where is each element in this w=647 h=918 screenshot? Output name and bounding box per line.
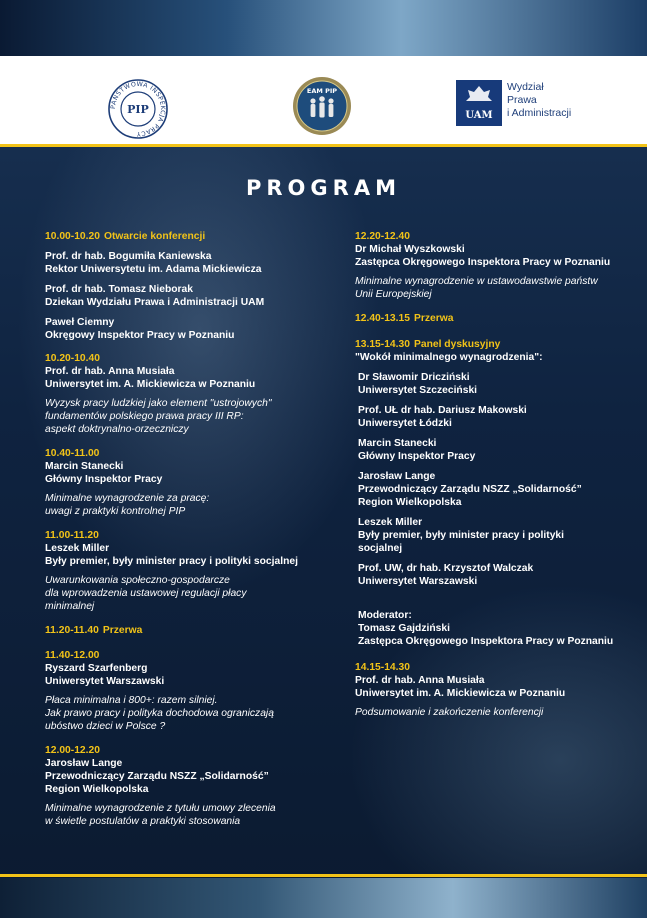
session-time: 13.15-14.30	[355, 339, 410, 350]
talk-title: Płaca minimalna i 800+: razem silniej.	[45, 695, 218, 706]
talk-title: Wyzysk pracy ludzkiej jako element "ustrojowych"	[45, 398, 272, 409]
panelist	[358, 371, 627, 397]
footer-divider	[0, 874, 647, 877]
speaker-name: Paweł Ciemny	[45, 317, 115, 328]
talk-title: Unii Europejskiej	[355, 289, 432, 300]
panel-session	[355, 338, 627, 364]
session-block	[45, 352, 315, 436]
session-block	[355, 661, 627, 719]
session-label: Przerwa	[102, 625, 143, 636]
session-time: 11.40-12.00	[45, 650, 100, 661]
speaker-block	[45, 316, 315, 342]
speaker-name: Marcin Stanecki	[45, 461, 124, 472]
badge-text: EAM PIP	[306, 87, 338, 95]
session-time: 12.20-12.40	[355, 231, 410, 242]
speaker-role: Były premier, były minister pracy i polityki socjalnej	[45, 556, 298, 567]
speaker-role: Były premier, były minister pracy i polityki	[358, 530, 565, 541]
speaker-role: Główny Inspektor Pracy	[358, 451, 476, 462]
session-label: Otwarcie konferencji	[103, 231, 206, 242]
talk-title: minimalnej	[45, 601, 95, 612]
panelist	[358, 516, 627, 555]
speaker-role: Uniwersytet Szczeciński	[358, 385, 478, 396]
talk-title: aspekt doktrynalno-orzeczniczy	[45, 424, 189, 435]
speaker-name: Jarosław Lange	[358, 471, 436, 482]
speaker-role: Uniwersytet Łódzki	[358, 418, 452, 429]
speaker-name: Prof. dr hab. Bogumiła Kaniewska	[45, 251, 212, 262]
talk-title: ubóstwo dzieci w Polsce ?	[45, 721, 166, 732]
speaker-name: Prof. UW, dr hab. Krzysztof Walczak	[358, 563, 534, 574]
panelist	[358, 404, 627, 430]
speaker-name: Marcin Stanecki	[358, 438, 437, 449]
session-time: 10.00-10.20	[45, 231, 100, 242]
panel-subtitle: "Wokół minimalnego wynagrodzenia":	[355, 352, 543, 363]
speaker-role: Dziekan Wydziału Prawa i Administracji UAM	[45, 297, 265, 308]
talk-title: w świetle postulatów a praktyki stosowania	[45, 816, 241, 827]
speaker-name: Jarosław Lange	[45, 758, 123, 769]
session-time: 10.20-10.40	[45, 353, 100, 364]
speaker-role: socjalnej	[358, 543, 403, 554]
speaker-role: Uniwersytet im. A. Mickiewicza w Poznaniu	[45, 379, 256, 390]
speaker-role: Rektor Uniwersytetu im. Adama Mickiewicza	[45, 264, 262, 275]
speaker-name: Ryszard Szarfenberg	[45, 663, 148, 674]
talk-title: dla wprowadzenia ustawowej regulacji płacy	[45, 588, 247, 599]
speaker-role: Przewodniczący Zarządu NSZZ „Solidarność”	[358, 484, 582, 495]
bottom-banner	[0, 878, 647, 918]
speaker-name: Prof. dr hab. Tomasz Nieborak	[45, 284, 193, 295]
talk-title: Minimalne wynagrodzenie za pracę:	[45, 493, 210, 504]
session-time: 12.40-13.15	[355, 313, 410, 324]
talk-title: Jak prawo pracy i polityka dochodowa ograniczają	[45, 708, 274, 719]
session-time: 11.00-11.20	[45, 530, 99, 541]
talk-title: Podsumowanie i zakończenie konferencji	[355, 707, 544, 718]
talk-title: uwagi z praktyki kontrolnej PIP	[45, 506, 186, 517]
session-break	[355, 312, 627, 325]
session-block	[355, 230, 627, 301]
seal-ring-text: PAŃSTWOWA INSPEKCJA PRACY	[109, 80, 167, 138]
speaker-role: Zastępca Okręgowego Inspektora Pracy w Poznaniu	[358, 636, 614, 647]
moderator-label: Moderator:	[358, 610, 412, 621]
panelist	[358, 470, 627, 509]
uam-logo	[456, 80, 586, 126]
session-time: 14.15-14.30	[355, 662, 410, 673]
panelist	[358, 437, 627, 463]
speaker-name: Tomasz Gajdziński	[358, 623, 450, 634]
uam-line-1: Wydział	[507, 81, 544, 93]
session-break	[45, 624, 315, 637]
uam-monogram: UAM	[465, 110, 493, 121]
session-block	[45, 529, 315, 613]
session-time: 10.40-11.00	[45, 448, 100, 459]
speaker-name: Prof. dr hab. Anna Musiała	[355, 675, 485, 686]
speaker-name: Leszek Miller	[45, 543, 110, 554]
speaker-role: Uniwersytet Warszawski	[358, 576, 478, 587]
speaker-role: Uniwersytet Warszawski	[45, 676, 165, 687]
session-block	[45, 649, 315, 733]
pip-seal-icon	[107, 78, 169, 140]
session-block	[45, 447, 315, 518]
top-banner	[0, 0, 647, 56]
speaker-name: Dr Michał Wyszkowski	[355, 244, 465, 255]
speaker-role: Główny Inspektor Pracy	[45, 474, 163, 485]
talk-title: fundamentów polskiego prawa pracy III RP:	[45, 411, 244, 422]
program-right-column	[355, 230, 627, 726]
moderator-block	[358, 609, 627, 648]
seal-monogram: PIP	[127, 103, 149, 116]
session-opening	[45, 230, 315, 243]
uam-crest-icon	[456, 80, 502, 126]
speaker-block	[45, 250, 315, 276]
speaker-role: Przewodniczący Zarządu NSZZ „Solidarność”	[45, 771, 269, 782]
speaker-role: Region Wielkopolska	[45, 784, 149, 795]
program-title: PROGRAM	[246, 176, 401, 200]
talk-title: Uwarunkowania społeczno-gospodarcze	[45, 575, 230, 586]
speaker-role: Zastępca Okręgowego Inspektora Pracy w Poznaniu	[355, 257, 611, 268]
session-time: 12.00-12.20	[45, 745, 100, 756]
uam-line-2: Prawa	[507, 94, 537, 106]
speaker-block	[45, 283, 315, 309]
uam-line-3: i Administracji	[507, 107, 572, 119]
session-label: Panel dyskusyjny	[413, 339, 501, 350]
program-left-column	[45, 230, 315, 835]
speaker-name: Prof. UŁ dr hab. Dariusz Makowski	[358, 405, 527, 416]
speaker-name: Leszek Miller	[358, 517, 423, 528]
session-time: 11.20-11.40	[45, 625, 99, 636]
talk-title: Minimalne wynagrodzenie z tytułu umowy zlecenia	[45, 803, 276, 814]
session-label: Przerwa	[413, 313, 454, 324]
talk-title: Minimalne wynagrodzenie w ustawodawstwie państw	[355, 276, 598, 287]
speaker-name: Prof. dr hab. Anna Musiała	[45, 366, 175, 377]
session-block	[45, 744, 315, 828]
speaker-role: Uniwersytet im. A. Mickiewicza w Poznaniu	[355, 688, 566, 699]
speaker-role: Region Wielkopolska	[358, 497, 462, 508]
header-divider	[0, 144, 647, 147]
panelist	[358, 562, 627, 588]
speaker-name: Dr Sławomir Dricziński	[358, 372, 470, 383]
eam-pip-badge-icon	[292, 76, 352, 136]
speaker-role: Okręgowy Inspektor Pracy w Poznaniu	[45, 330, 235, 341]
